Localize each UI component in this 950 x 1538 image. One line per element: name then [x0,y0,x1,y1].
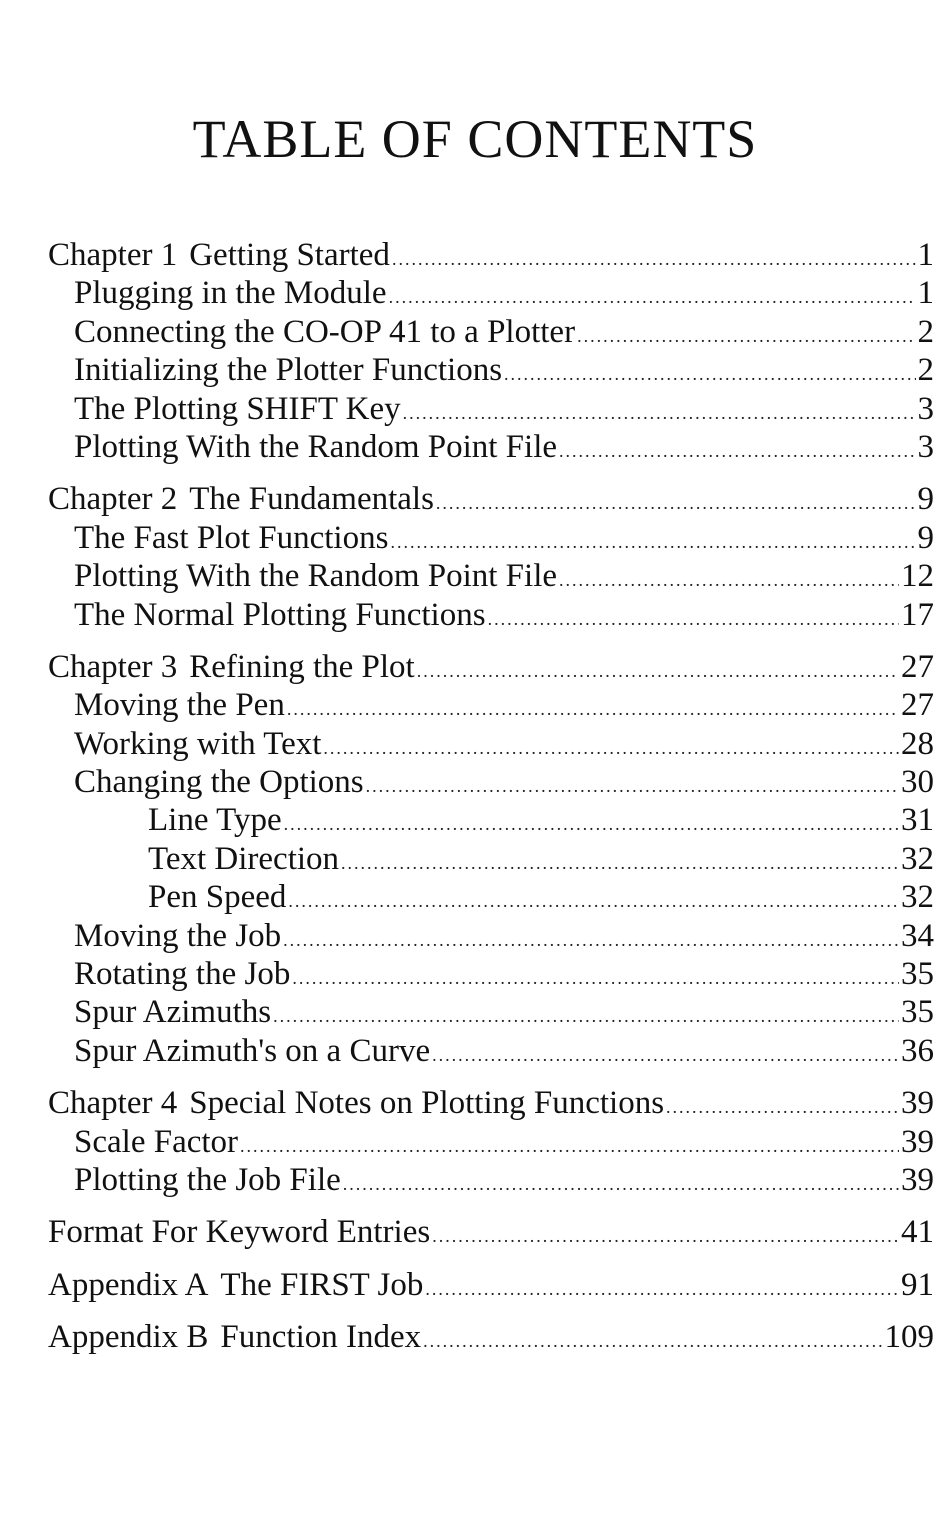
toc-entry-title: Line Type [148,802,282,839]
toc-entry-label [74,993,271,1031]
toc-entry-label [74,313,575,351]
dot-leader [425,1270,899,1308]
toc-page-number: 30 [901,764,934,801]
dot-leader [343,1165,899,1203]
toc-entry-title: Working with Text [74,725,322,762]
dot-leader [292,959,899,997]
toc-chapter-entry [48,1266,934,1304]
toc-entry-title: Format For Keyword Entries [48,1214,431,1251]
toc-page-number: 3 [917,428,934,465]
toc-section-entry [48,1161,934,1199]
toc-page-number: 12 [901,558,934,595]
toc-entry-title: The Plotting SHIFT Key [74,390,401,427]
toc-entry-title: Moving the Pen [74,687,285,724]
toc-section-entry [48,993,934,1031]
toc-page-number: 36 [901,1032,934,1069]
toc-entry-title: Connecting the CO-OP 41 to a Plotter [74,313,576,350]
toc-entry-title: Plotting the Job File [74,1161,341,1198]
toc-chapter-entry [48,1084,934,1122]
toc-entry-title: Spur Azimuths [74,994,272,1031]
toc-page-number: 34 [901,917,934,954]
toc-section-entry [48,763,934,801]
dot-leader [432,1036,899,1074]
toc-entry-title: Plugging in the Module [74,275,387,312]
toc-entry-label [74,1123,238,1161]
page-title: TABLE OF CONTENTS [192,109,758,169]
dot-leader [283,921,899,959]
dot-leader [341,844,899,882]
toc-section-entry [48,596,934,634]
toc-entry-title: Plotting With the Random Point File [74,558,558,595]
toc-entry-number: Chapter 3 [48,648,178,685]
toc-section-entry [48,917,934,955]
toc-entry-label [148,840,339,878]
toc-entry-label [48,1213,430,1251]
toc-entry-label [74,763,364,801]
dot-leader [392,240,916,278]
toc-entry-label [74,274,387,312]
dot-leader [273,997,899,1035]
toc-chapter-entry [48,480,934,518]
toc-entry-title: Text Direction [148,840,340,877]
dot-leader [288,882,899,920]
toc-entry-label [48,1318,421,1356]
toc-page-number: 35 [901,994,934,1031]
toc-entry-title: The Fast Plot Functions [74,519,389,556]
toc-entry-title: Moving the Job [74,917,282,954]
dot-leader [287,690,899,728]
toc-entry-title: Function Index [220,1319,422,1356]
toc-subsection-entry [48,878,934,916]
toc-page-number: 91 [901,1266,934,1303]
toc-page-number: 1 [917,237,934,273]
dot-leader [488,600,899,638]
toc-page-number: 2 [917,313,934,350]
toc-section-entry [48,1123,934,1161]
toc-section-entry [48,1032,934,1070]
toc-entry-title: The Fundamentals [189,481,434,518]
toc-entry-label [74,351,502,389]
toc-subsection-entry [48,801,934,839]
toc-page-number: 27 [901,648,934,685]
toc-entry-label [74,955,290,993]
toc-entry-title: Scale Factor [74,1123,239,1160]
toc-page-number: 35 [901,956,934,993]
toc-page-number: 9 [917,519,934,556]
toc-entry-label [148,801,282,839]
dot-leader [577,317,915,355]
toc-chapter-entry [48,236,934,274]
dot-leader [366,767,899,805]
dot-leader [432,1217,899,1255]
dot-leader [323,729,899,767]
toc-chapter-entry [48,648,934,686]
toc-entry-title: Refining the Plot [189,648,415,685]
toc-page-number: 17 [901,596,934,633]
toc-entry-label [48,648,415,686]
dot-leader [436,484,916,522]
toc-entry-title: The FIRST Job [220,1266,424,1303]
toc-entry-number: Chapter 1 [48,237,178,273]
toc-entry-label [48,480,434,518]
toc-page-number: 41 [901,1214,934,1251]
toc-entry-title: Spur Azimuth's on a Curve [74,1032,431,1069]
dot-leader [417,652,899,690]
toc-page-number: 32 [901,840,934,877]
toc-section-entry [48,519,934,557]
toc-entry-label [74,519,388,557]
toc-entry-title: Rotating the Job [74,956,291,993]
table-of-contents [48,236,934,1357]
toc-entry-label [74,390,401,428]
toc-entry-label [74,1032,430,1070]
toc-entry-number: Appendix A [48,1266,209,1303]
toc-entry-label [74,428,557,466]
toc-chapter-entry [48,1213,934,1251]
toc-entry-title: Changing the Options [74,764,364,801]
toc-entry-title: Pen Speed [148,879,287,916]
dot-leader [666,1088,899,1126]
dot-leader [403,394,916,432]
dot-leader [504,355,915,393]
toc-entry-label [48,1084,664,1122]
dot-leader [240,1127,899,1165]
dot-leader [559,432,915,470]
toc-page-number: 2 [917,352,934,389]
toc-subsection-entry [48,840,934,878]
dot-leader [389,278,916,316]
toc-page-number: 9 [917,481,934,518]
toc-section-entry [48,686,934,724]
toc-chapter-entry [48,1318,934,1356]
toc-section-entry [48,557,934,595]
toc-page-number: 32 [901,879,934,916]
toc-section-entry [48,313,934,351]
toc-entry-number: Appendix B [48,1319,209,1356]
toc-section-entry [48,390,934,428]
toc-entry-title: Plotting With the Random Point File [74,428,558,465]
toc-entry-label [74,725,321,763]
toc-entry-label [74,596,486,634]
toc-entry-title: Getting Started [189,237,390,273]
toc-entry-label [48,1266,423,1304]
dot-leader [559,561,899,599]
toc-section-entry [48,274,934,312]
toc-section-entry [48,955,934,993]
toc-entry-title: The Normal Plotting Functions [74,596,486,633]
toc-entry-title: Initializing the Plotter Functions [74,352,503,389]
toc-page-number: 3 [917,390,934,427]
toc-entry-label [74,917,281,955]
toc-page-number: 1 [917,275,934,312]
toc-entry-label [148,878,286,916]
toc-entry-label [74,686,285,724]
toc-entry-number: Chapter 4 [48,1085,178,1122]
toc-entry-title: Special Notes on Plotting Functions [189,1085,665,1122]
toc-section-entry [48,725,934,763]
toc-page-number: 28 [901,725,934,762]
dot-leader [390,523,915,561]
dot-leader [284,805,899,843]
toc-entry-label [48,236,390,274]
toc-page-number: 31 [901,802,934,839]
dot-leader [423,1322,882,1360]
toc-entry-label [74,557,557,595]
toc-entry-number: Chapter 2 [48,481,178,518]
toc-page-number: 27 [901,687,934,724]
toc-section-entry [48,428,934,466]
toc-page-number: 39 [901,1161,934,1198]
toc-page-number: 109 [884,1319,934,1356]
toc-section-entry [48,351,934,389]
toc-page-number: 39 [901,1085,934,1122]
toc-page-number: 39 [901,1123,934,1160]
toc-entry-label [74,1161,341,1199]
